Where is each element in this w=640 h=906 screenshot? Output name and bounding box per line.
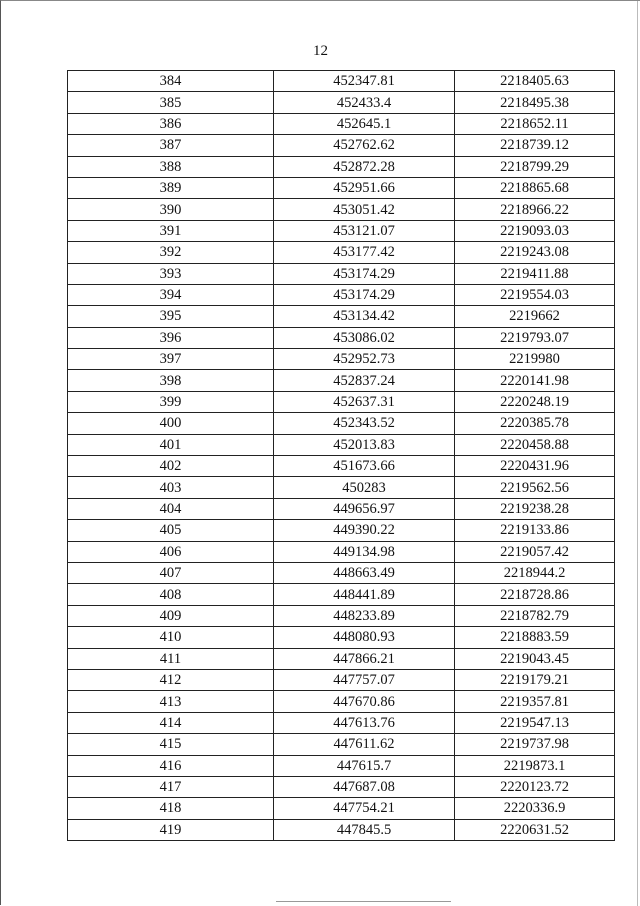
x-coordinate-cell: 447757.07: [274, 669, 455, 690]
point-number-cell: 398: [68, 370, 274, 391]
point-number-cell: 395: [68, 306, 274, 327]
y-coordinate-cell: 2219238.28: [455, 498, 615, 519]
x-coordinate-cell: 448080.93: [274, 627, 455, 648]
table-row: [68, 541, 615, 562]
table-row: [68, 177, 615, 198]
point-number-cell: 396: [68, 327, 274, 348]
x-coordinate-cell: 447866.21: [274, 648, 455, 669]
y-coordinate-cell: 2219133.86: [455, 520, 615, 541]
page-number: 12: [313, 43, 328, 59]
x-coordinate-cell: 453177.42: [274, 242, 455, 263]
table-row: [68, 135, 615, 156]
point-number-cell: 419: [68, 819, 274, 840]
x-coordinate-cell: 453134.42: [274, 306, 455, 327]
x-coordinate-cell: 453121.07: [274, 220, 455, 241]
table-row: [68, 562, 615, 583]
point-number-cell: 401: [68, 434, 274, 455]
point-number-cell: 390: [68, 199, 274, 220]
table-row: [68, 605, 615, 626]
point-number-cell: 414: [68, 712, 274, 733]
table-row: [68, 669, 615, 690]
x-coordinate-cell: 447754.21: [274, 798, 455, 819]
coordinates-table: [67, 70, 615, 841]
table-row: [68, 156, 615, 177]
table-row: [68, 113, 615, 134]
x-coordinate-cell: 447613.76: [274, 712, 455, 733]
point-number-cell: 384: [68, 71, 274, 92]
point-number-cell: 399: [68, 391, 274, 412]
x-coordinate-cell: 452952.73: [274, 349, 455, 370]
point-number-cell: 402: [68, 456, 274, 477]
point-number-cell: 407: [68, 562, 274, 583]
y-coordinate-cell: 2219562.56: [455, 477, 615, 498]
table-row: [68, 220, 615, 241]
x-coordinate-cell: 447845.5: [274, 819, 455, 840]
y-coordinate-cell: 2219057.42: [455, 541, 615, 562]
y-coordinate-cell: 2220431.96: [455, 456, 615, 477]
table-row: [68, 306, 615, 327]
scan-edge-bottom: [276, 901, 451, 902]
y-coordinate-cell: 2219043.45: [455, 648, 615, 669]
point-number-cell: 410: [68, 627, 274, 648]
point-number-cell: 404: [68, 498, 274, 519]
y-coordinate-cell: 2219980: [455, 349, 615, 370]
point-number-cell: 393: [68, 263, 274, 284]
scan-edge-right: [637, 1, 638, 906]
table-row: [68, 498, 615, 519]
table-row: [68, 413, 615, 434]
table-row: [68, 798, 615, 819]
y-coordinate-cell: 2219662: [455, 306, 615, 327]
table-row: [68, 327, 615, 348]
x-coordinate-cell: 452347.81: [274, 71, 455, 92]
y-coordinate-cell: 2219093.03: [455, 220, 615, 241]
x-coordinate-cell: 452951.66: [274, 177, 455, 198]
table-row: [68, 819, 615, 840]
table-row: [68, 284, 615, 305]
x-coordinate-cell: 449390.22: [274, 520, 455, 541]
table-row: [68, 627, 615, 648]
y-coordinate-cell: 2219411.88: [455, 263, 615, 284]
y-coordinate-cell: 2218799.29: [455, 156, 615, 177]
table-row: [68, 691, 615, 712]
x-coordinate-cell: 452433.4: [274, 92, 455, 113]
point-number-cell: 392: [68, 242, 274, 263]
table-row: [68, 391, 615, 412]
table-row: [68, 263, 615, 284]
point-number-cell: 409: [68, 605, 274, 626]
table-row: [68, 199, 615, 220]
x-coordinate-cell: 452762.62: [274, 135, 455, 156]
point-number-cell: 385: [68, 92, 274, 113]
point-number-cell: 388: [68, 156, 274, 177]
y-coordinate-cell: 2219547.13: [455, 712, 615, 733]
x-coordinate-cell: 451673.66: [274, 456, 455, 477]
x-coordinate-cell: 447611.62: [274, 734, 455, 755]
coordinates-table-body: [68, 71, 615, 841]
y-coordinate-cell: 2218782.79: [455, 605, 615, 626]
point-number-cell: 415: [68, 734, 274, 755]
x-coordinate-cell: 452343.52: [274, 413, 455, 434]
x-coordinate-cell: 448663.49: [274, 562, 455, 583]
y-coordinate-cell: 2219179.21: [455, 669, 615, 690]
table-row: [68, 755, 615, 776]
point-number-cell: 397: [68, 349, 274, 370]
y-coordinate-cell: 2218883.59: [455, 627, 615, 648]
point-number-cell: 405: [68, 520, 274, 541]
y-coordinate-cell: 2220385.78: [455, 413, 615, 434]
point-number-cell: 389: [68, 177, 274, 198]
x-coordinate-cell: 452637.31: [274, 391, 455, 412]
x-coordinate-cell: 447615.7: [274, 755, 455, 776]
y-coordinate-cell: 2218405.63: [455, 71, 615, 92]
y-coordinate-cell: 2218966.22: [455, 199, 615, 220]
x-coordinate-cell: 447670.86: [274, 691, 455, 712]
y-coordinate-cell: 2220336.9: [455, 798, 615, 819]
point-number-cell: 386: [68, 113, 274, 134]
table-row: [68, 434, 615, 455]
point-number-cell: 412: [68, 669, 274, 690]
table-row: [68, 648, 615, 669]
y-coordinate-cell: 2219243.08: [455, 242, 615, 263]
x-coordinate-cell: 448441.89: [274, 584, 455, 605]
point-number-cell: 391: [68, 220, 274, 241]
table-row: [68, 734, 615, 755]
table-row: [68, 71, 615, 92]
y-coordinate-cell: 2220141.98: [455, 370, 615, 391]
point-number-cell: 403: [68, 477, 274, 498]
y-coordinate-cell: 2220458.88: [455, 434, 615, 455]
table-row: [68, 712, 615, 733]
point-number-cell: 416: [68, 755, 274, 776]
x-coordinate-cell: 452013.83: [274, 434, 455, 455]
x-coordinate-cell: 450283: [274, 477, 455, 498]
y-coordinate-cell: 2219737.98: [455, 734, 615, 755]
x-coordinate-cell: 453174.29: [274, 263, 455, 284]
x-coordinate-cell: 448233.89: [274, 605, 455, 626]
x-coordinate-cell: 449134.98: [274, 541, 455, 562]
table-row: [68, 776, 615, 797]
point-number-cell: 411: [68, 648, 274, 669]
point-number-cell: 400: [68, 413, 274, 434]
y-coordinate-cell: 2218739.12: [455, 135, 615, 156]
x-coordinate-cell: 453174.29: [274, 284, 455, 305]
table-row: [68, 520, 615, 541]
x-coordinate-cell: 452872.28: [274, 156, 455, 177]
y-coordinate-cell: 2219554.03: [455, 284, 615, 305]
point-number-cell: 387: [68, 135, 274, 156]
point-number-cell: 418: [68, 798, 274, 819]
table-row: [68, 370, 615, 391]
point-number-cell: 417: [68, 776, 274, 797]
x-coordinate-cell: 452645.1: [274, 113, 455, 134]
y-coordinate-cell: 2220631.52: [455, 819, 615, 840]
y-coordinate-cell: 2218865.68: [455, 177, 615, 198]
y-coordinate-cell: 2219357.81: [455, 691, 615, 712]
y-coordinate-cell: 2219873.1: [455, 755, 615, 776]
table-row: [68, 92, 615, 113]
x-coordinate-cell: 449656.97: [274, 498, 455, 519]
y-coordinate-cell: 2220123.72: [455, 776, 615, 797]
y-coordinate-cell: 2218652.11: [455, 113, 615, 134]
point-number-cell: 408: [68, 584, 274, 605]
table-row: [68, 242, 615, 263]
y-coordinate-cell: 2218495.38: [455, 92, 615, 113]
table-row: [68, 477, 615, 498]
point-number-cell: 394: [68, 284, 274, 305]
y-coordinate-cell: 2218944.2: [455, 562, 615, 583]
y-coordinate-cell: 2220248.19: [455, 391, 615, 412]
y-coordinate-cell: 2219793.07: [455, 327, 615, 348]
table-row: [68, 456, 615, 477]
point-number-cell: 406: [68, 541, 274, 562]
x-coordinate-cell: 453051.42: [274, 199, 455, 220]
table-row: [68, 349, 615, 370]
x-coordinate-cell: 452837.24: [274, 370, 455, 391]
table-row: [68, 584, 615, 605]
x-coordinate-cell: 447687.08: [274, 776, 455, 797]
point-number-cell: 413: [68, 691, 274, 712]
x-coordinate-cell: 453086.02: [274, 327, 455, 348]
y-coordinate-cell: 2218728.86: [455, 584, 615, 605]
